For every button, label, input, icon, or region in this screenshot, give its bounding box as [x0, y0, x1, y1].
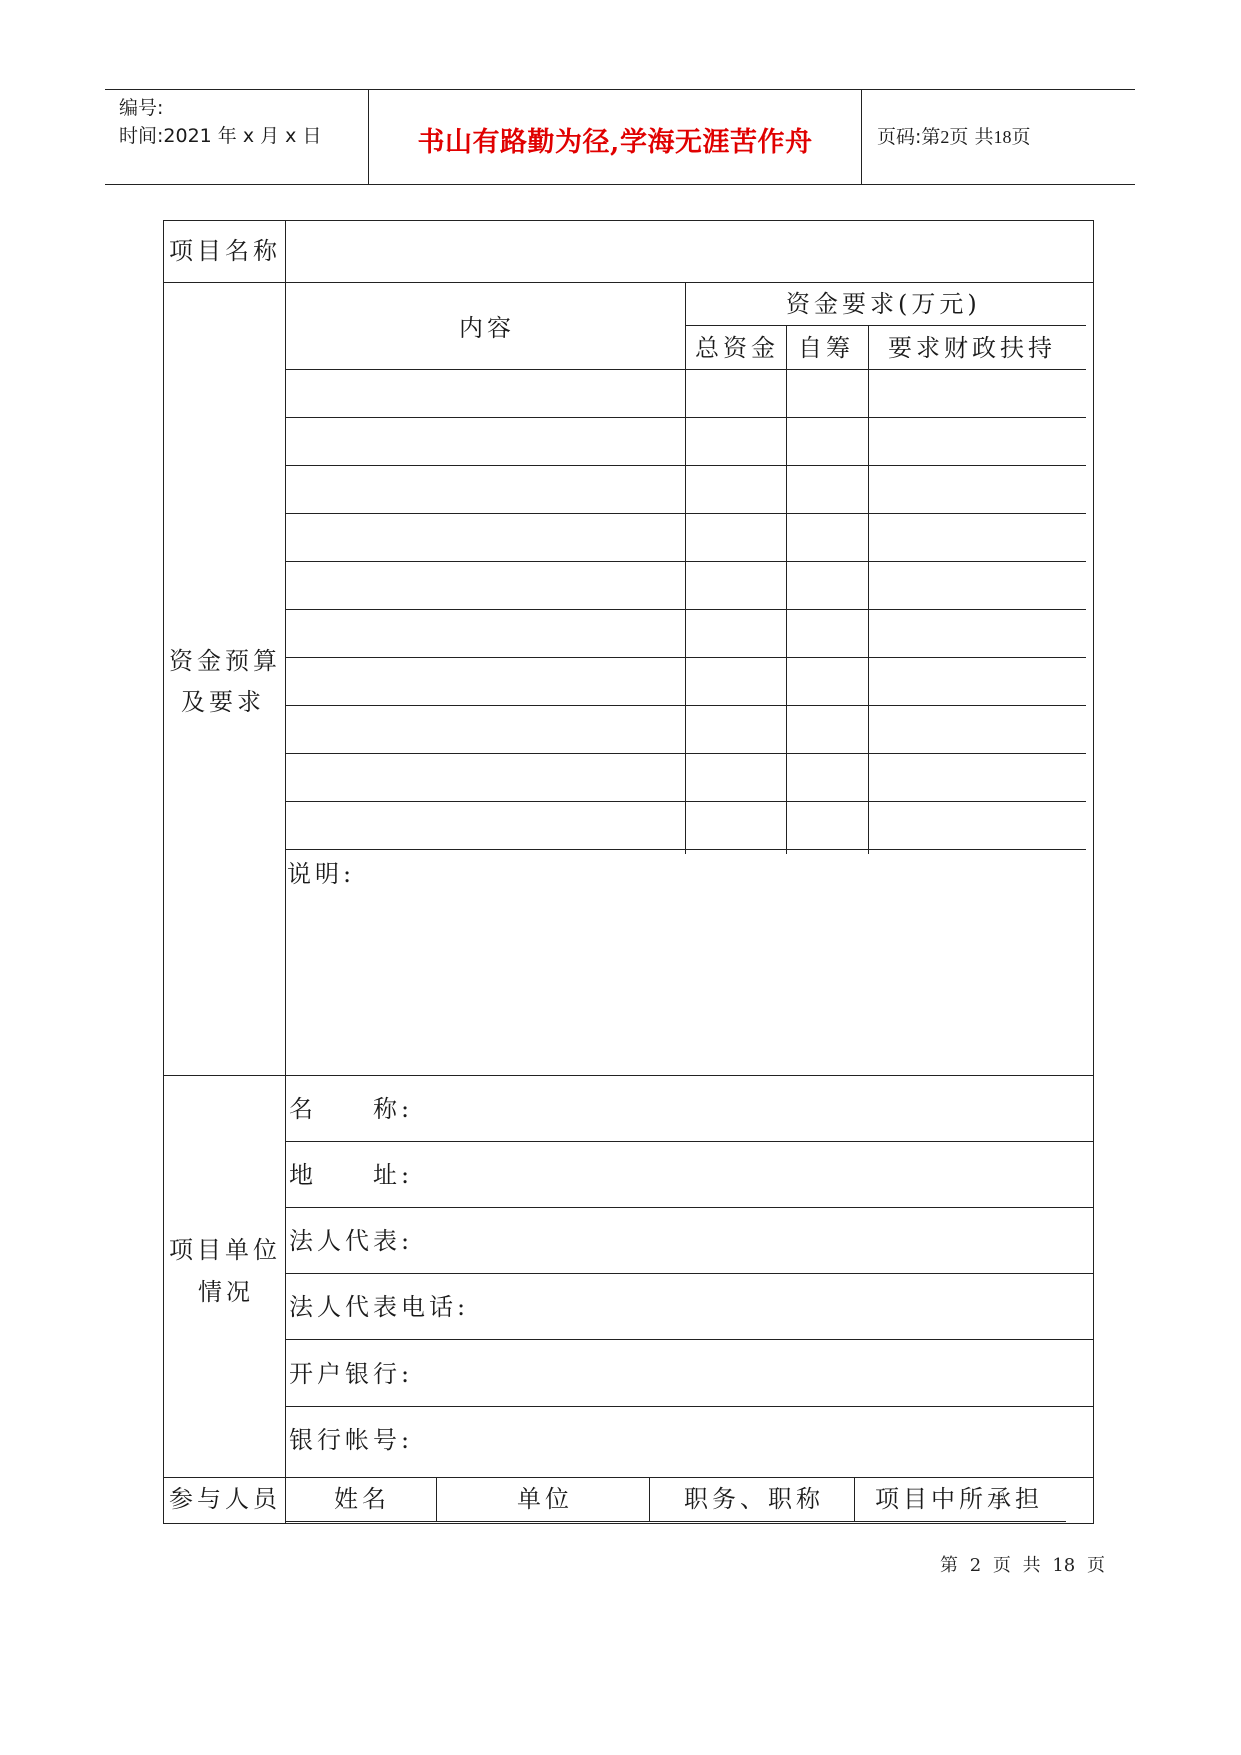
participants-label: 参与人员	[169, 1485, 281, 1513]
participant-col-divider	[649, 1477, 650, 1522]
participant-col-unit: 单位	[517, 1485, 573, 1513]
budget-row-line	[285, 609, 1086, 610]
row-divider	[164, 1477, 1093, 1478]
participant-bottom-line	[285, 1521, 1066, 1522]
header-divider	[686, 325, 1086, 326]
participant-col-title: 职务、职称	[684, 1485, 824, 1513]
unit-label-line2: 情况	[198, 1278, 254, 1306]
budget-row-line	[285, 849, 1086, 850]
page-header	[105, 89, 1135, 185]
header-motto: 书山有路勤为径,学海无涯苦作舟	[417, 127, 813, 158]
unit-name-field: 名 称:	[289, 1095, 414, 1123]
header-page-number	[877, 122, 1030, 149]
row-divider	[164, 1075, 1093, 1076]
participant-col-divider	[854, 1477, 855, 1522]
header-divider	[861, 90, 862, 184]
legal-rep-phone-field: 法人代表电话:	[289, 1293, 470, 1321]
unit-row-line	[285, 1339, 1093, 1340]
bank-account-field: 银行帐号:	[289, 1426, 414, 1454]
bank-field: 开户银行:	[289, 1360, 414, 1388]
unit-address-field: 地 址:	[289, 1161, 414, 1189]
funding-header: 资金要求(万元)	[786, 290, 981, 318]
budget-row-line	[285, 465, 1086, 466]
participant-col-divider	[436, 1477, 437, 1522]
budget-label-line2: 及要求	[181, 688, 265, 716]
budget-row-line	[285, 513, 1086, 514]
col-fiscal-header: 要求财政扶持	[888, 334, 1056, 362]
column-divider	[786, 325, 787, 854]
unit-row-line	[285, 1406, 1093, 1407]
code-label: 编号:	[119, 97, 164, 119]
page-total: 18	[993, 127, 1012, 147]
page-mid: 页 共	[949, 126, 994, 148]
unit-row-line	[285, 1141, 1093, 1142]
col-self-header: 自筹	[798, 334, 854, 362]
participant-col-role: 项目中所承担	[875, 1485, 1043, 1513]
row-divider	[164, 282, 1093, 283]
unit-row-line	[285, 1273, 1093, 1274]
page-prefix: 页码:第	[877, 126, 941, 148]
page-suffix: 页	[1011, 126, 1031, 148]
col-total-header: 总资金	[695, 334, 779, 362]
content-header: 内容	[459, 314, 515, 342]
budget-row-line	[285, 801, 1086, 802]
budget-row-line	[285, 657, 1086, 658]
budget-row-line	[285, 753, 1086, 754]
column-divider	[868, 325, 869, 854]
unit-label-line1: 项目单位	[169, 1236, 281, 1264]
column-divider	[685, 282, 686, 854]
page-footer: 第 2 页 共 18 页	[940, 1555, 1105, 1576]
budget-row-line	[285, 561, 1086, 562]
note-label: 说明:	[287, 860, 356, 888]
budget-row-line	[285, 417, 1086, 418]
time-label: 时间:2021 年 x 月 x 日	[119, 125, 322, 147]
project-name-label: 项目名称	[169, 237, 281, 265]
legal-rep-field: 法人代表:	[289, 1227, 414, 1255]
budget-label-line1: 资金预算	[169, 647, 281, 675]
header-meta	[119, 94, 321, 150]
page-current: 2	[940, 127, 950, 147]
project-form-table	[163, 220, 1094, 1524]
participant-col-name: 姓名	[334, 1485, 390, 1513]
budget-row-line	[285, 705, 1086, 706]
unit-row-line	[285, 1207, 1093, 1208]
